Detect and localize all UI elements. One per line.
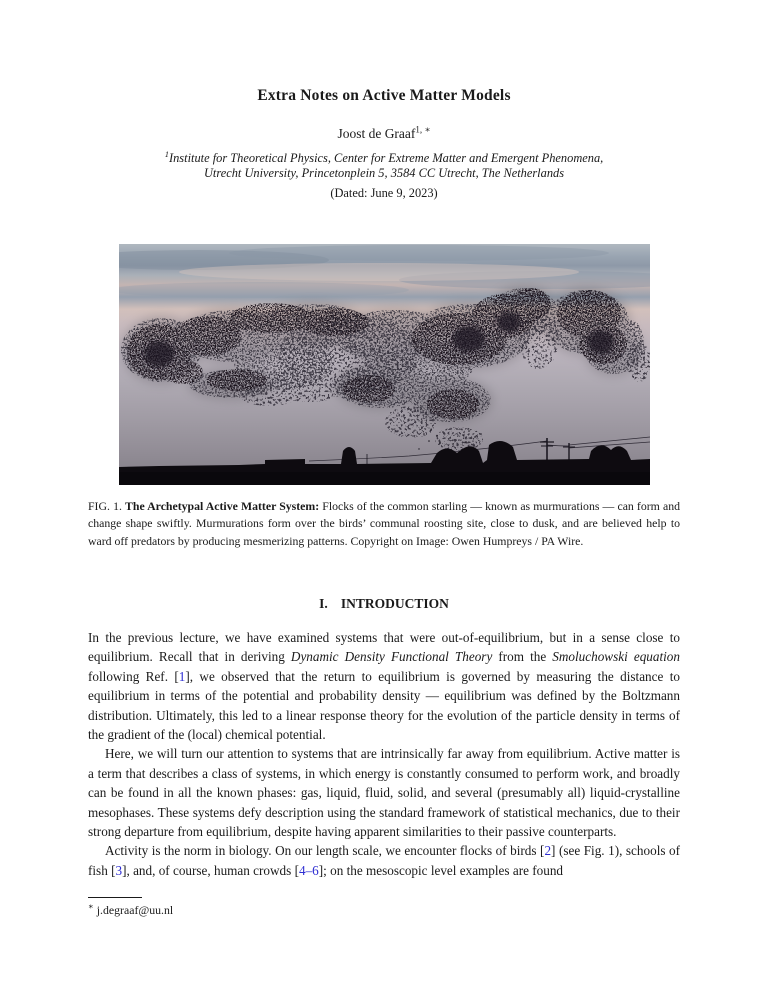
affiliation-block — [0, 148, 768, 181]
text-segment: following Ref. [ — [88, 668, 179, 684]
text-segment: Activity is the norm in biology. On our length scale, we encounter flocks of birds [ — [105, 843, 545, 859]
citation-link[interactable]: 4–6 — [298, 862, 319, 878]
text-segment: In the previous lecture, we have examined systems that were out-of-equilibrium, but in a sense close to equilibrium. Recall that in deriving — [88, 629, 680, 665]
text-segment: Smoluchowski equation — [552, 649, 680, 665]
footnote-marker: ∗ — [88, 901, 94, 912]
text-segment: ] (see Fig. 1), schools of fish [ — [88, 843, 680, 878]
section-number: I. — [319, 595, 328, 611]
citation-link[interactable]: 1 — [178, 668, 186, 684]
footnote-email — [88, 903, 173, 918]
text-segment: ]; on the mesoscopic level examples are found — [318, 862, 564, 878]
text-segment: Flocks of the common starling — known as murmurations — can form and change shape swiftly. Murmurations form over the birds’ communal roosting site, close to dusk, and are believed help to ward off predators by producing mesmerizing patterns. Copyright on Image: Owen Humpreys / PA Wire. — [88, 499, 681, 548]
paper-title: Extra Notes on Active Matter Models — [257, 87, 511, 104]
author-line — [0, 126, 768, 142]
text-segment: from the — [492, 649, 553, 665]
author-superscript: 1, ∗ — [415, 124, 431, 135]
body-text — [88, 628, 680, 880]
affiliation-text-1: Institute for Theoretical Physics, Center for Extreme Matter and Emergent Phenomena, — [168, 151, 604, 165]
affiliation-line-1 — [0, 148, 768, 166]
text-segment: ], and, of course, human crowds [ — [122, 862, 299, 878]
text-segment: FIG. 1. — [88, 499, 126, 513]
figure-caption — [88, 498, 680, 550]
citation-link[interactable]: 3 — [115, 862, 123, 878]
ground-base — [119, 472, 650, 485]
paragraph-3 — [88, 841, 680, 880]
affiliation-marker: 1 — [164, 148, 169, 159]
section-title: INTRODUCTION — [340, 595, 449, 611]
footnote-email-text: j.degraaf@uu.nl — [96, 903, 174, 917]
section-heading — [0, 596, 768, 612]
murmuration-photo-art — [119, 244, 650, 485]
affiliation-line-2: Utrecht University, Princetonplein 5, 3584 CC Utrecht, The Netherlands — [203, 166, 565, 180]
text-segment: The Archetypal Active Matter System: — [125, 499, 320, 513]
text-segment: Here, we will turn our attention to systems that are intrinsically far away from equilibrium. Active matter is a term that describes a class of systems, in which energy is constantly consumed to perform work, and broadly can be found in all the known phases: gas, liquid, fluid, solid, and several (presumably all) liquid-crystalline mesophases. These systems defy description using the standard framework of statistical mechanics, due to their strong departure from equilibrium, despite having apparent similarities to their passive counterparts. — [88, 746, 680, 839]
paragraph-2 — [88, 744, 680, 841]
footnote-area — [88, 897, 173, 918]
citation-link[interactable]: 2 — [544, 843, 552, 859]
dated-line: (Dated: June 9, 2023) — [330, 186, 438, 200]
author-name: Joost de Graaf — [337, 126, 416, 141]
murmuration-photo — [119, 244, 650, 485]
figure-1 — [0, 244, 768, 550]
text-segment: Dynamic Density Functional Theory — [290, 649, 493, 665]
text-segment: ], we observed that the return to equilibrium is governed by measuring the distance to equilibrium in terms of the potential and probability density — equilibrium was defined by the Boltzmann distribution. Ultimately, this led to a linear response theory for the evolution of the particle density in terms of the gradient of the (local) chemical potential. — [88, 668, 680, 742]
footnote-rule — [88, 897, 142, 898]
paragraph-1 — [88, 628, 680, 744]
